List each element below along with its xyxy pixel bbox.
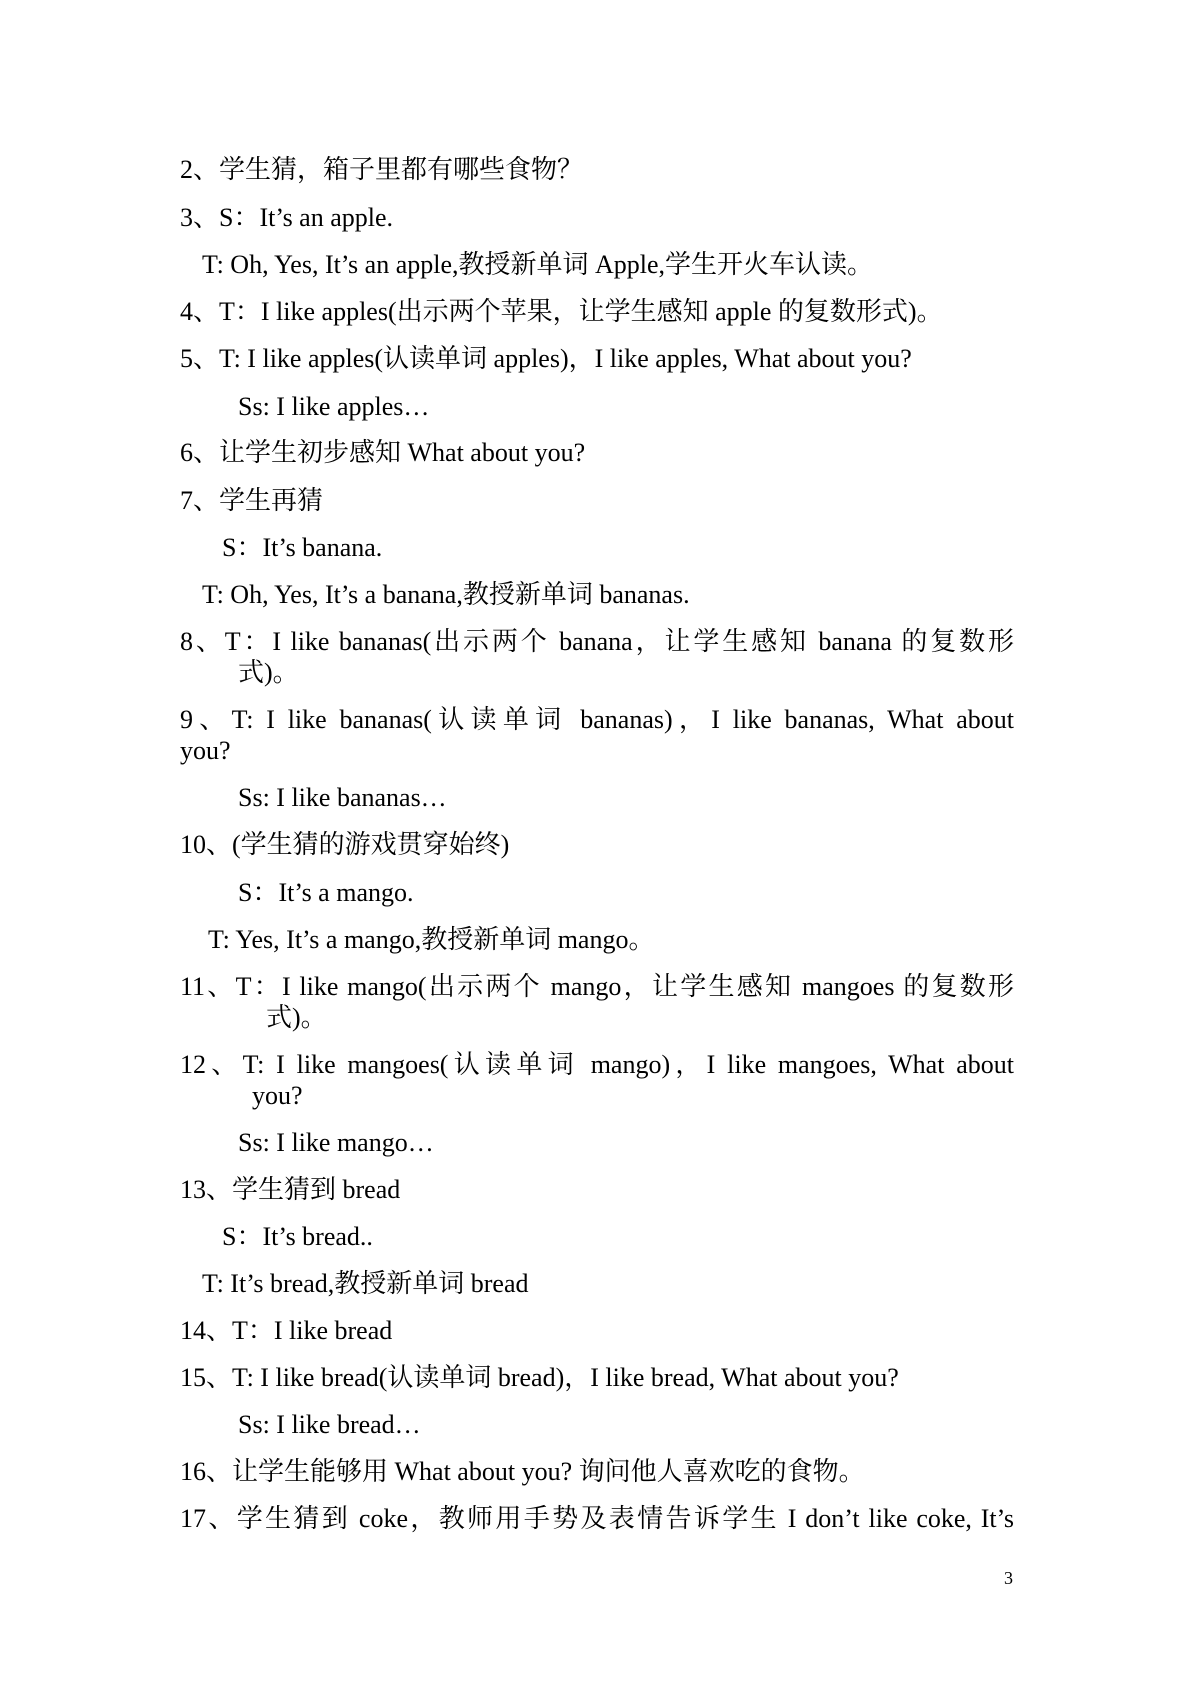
- text-line: Ss: I like bread…: [238, 1410, 421, 1439]
- text-line: T: Oh, Yes, It’s a banana,教授新单词 bananas.: [202, 580, 690, 609]
- text-line: 10、(学生猜的游戏贯穿始终): [180, 830, 510, 859]
- text-line: S：It’s banana.: [222, 533, 383, 562]
- text-line: 14、T：I like bread: [180, 1316, 393, 1345]
- text-line: 17、学生猜到 coke，教师用手势及表情告诉学生 I don’t like coke, It’s: [180, 1504, 1014, 1533]
- text-line: 15、T: I like bread(认读单词 bread)，I like bread, What about you?: [180, 1363, 899, 1392]
- text-line: 2、学生猜，箱子里都有哪些食物？: [180, 155, 584, 184]
- text-line: 13、学生猜到 bread: [180, 1175, 401, 1204]
- text-line: Ss: I like bananas…: [238, 783, 447, 812]
- text-line: T: Oh, Yes, It’s an apple,教授新单词 Apple,学生开火车认读。: [202, 250, 874, 279]
- text-line: 12、T: I like mangoes(认读单词 mango)，I like mangoes, What about: [180, 1050, 1014, 1079]
- text-line: 3、S：It’s an apple.: [180, 203, 394, 232]
- text-line: Ss: I like mango…: [238, 1128, 434, 1157]
- text-line: 7、学生再猜: [180, 486, 324, 515]
- text-line: 式)。: [238, 658, 299, 687]
- page-number: 3: [1004, 1568, 1013, 1588]
- text-line: Ss: I like apples…: [238, 392, 430, 421]
- text-line: 6、让学生初步感知 What about you?: [180, 438, 586, 467]
- text-line: 9、T: I like bananas(认读单词 bananas)，I like bananas, What about: [180, 705, 1014, 734]
- text-line: T: Yes, It’s a mango,教授新单词 mango。: [208, 925, 655, 954]
- text-line: you?: [180, 736, 231, 765]
- text-line: 11、T：I like mango(出示两个 mango，让学生感知 mangoes 的复数形: [180, 972, 1014, 1001]
- text-line: 4、T：I like apples(出示两个苹果，让学生感知 apple 的复数形式)。: [180, 297, 943, 326]
- text-line: 5、T: I like apples(认读单词 apples)，I like apples, What about you?: [180, 344, 912, 373]
- text-line: T: It’s bread,教授新单词 bread: [202, 1269, 529, 1298]
- text-line: S：It’s a mango.: [238, 878, 414, 907]
- text-line: 式)。: [266, 1003, 327, 1032]
- text-line: 8、T：I like bananas(出示两个 banana，让学生感知 banana 的复数形: [180, 627, 1014, 656]
- text-line: S：It’s bread..: [222, 1222, 373, 1251]
- text-line: 16、让学生能够用 What about you? 询问他人喜欢吃的食物。: [180, 1457, 865, 1486]
- text-line: you?: [252, 1081, 303, 1110]
